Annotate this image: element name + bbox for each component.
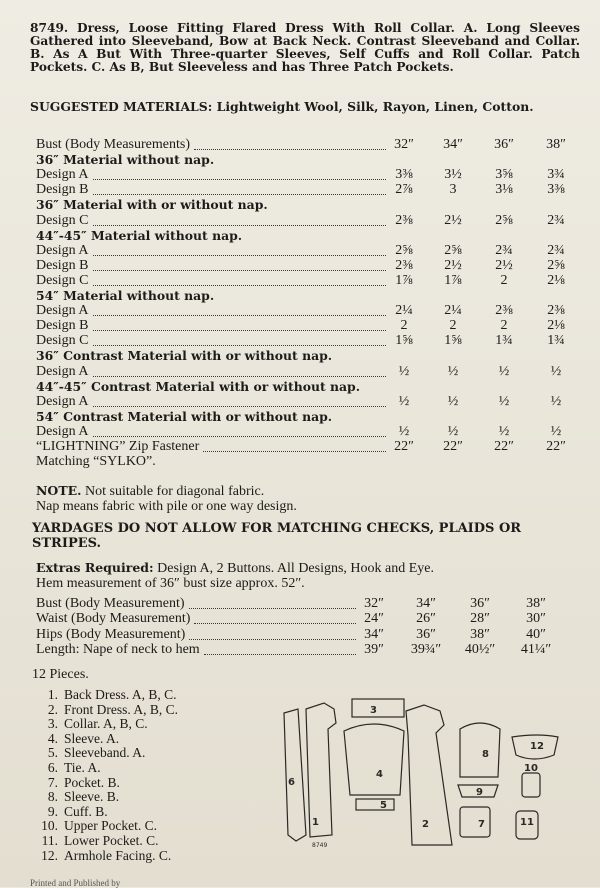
piece-item	[32, 848, 262, 863]
label-piece-3: 3	[370, 705, 377, 716]
yardage-label: Design C	[36, 272, 89, 288]
yardage-value: 3⅜	[547, 182, 565, 198]
yardage-value: 3	[449, 182, 457, 198]
yardage-label: Design B	[36, 182, 89, 198]
piece-number: 12.	[41, 847, 58, 863]
piece-name: Cuff. B.	[64, 803, 108, 819]
piece-number: 9.	[47, 803, 58, 819]
yardage-value: 2¼	[444, 303, 462, 319]
yardage-value: ½	[447, 363, 459, 379]
piece-item	[32, 833, 262, 848]
yardage-row	[36, 303, 576, 318]
yardage-label: 36″ Material without nap.	[36, 152, 215, 168]
footer-text: Printed and Published by	[30, 878, 121, 888]
piece-number: 10.	[41, 818, 58, 834]
leader-dots	[189, 631, 356, 640]
label-piece-10: 10	[524, 763, 538, 774]
yardage-section-heading	[36, 409, 576, 424]
piece-item	[32, 745, 262, 760]
piece-back-dress-shape	[306, 703, 336, 837]
yardage-section-heading	[36, 379, 576, 394]
leader-dots	[203, 443, 386, 452]
piece-name: Tie. A.	[64, 760, 101, 775]
leader-dots	[93, 428, 386, 437]
label-piece-11: 11	[520, 817, 534, 828]
measurement-value: 40″	[526, 626, 546, 642]
piece-number: 4.	[47, 730, 58, 746]
measurement-value: 36″	[470, 596, 490, 611]
note-text: Not suitable for diagonal fabric.	[85, 484, 265, 499]
piece-name: Pocket. B.	[64, 774, 120, 790]
piece-number: 1.	[47, 687, 58, 702]
yardage-label: 54″ Contrast Material with or without nap.	[36, 408, 333, 424]
leader-dots	[93, 307, 386, 316]
yardage-row	[36, 439, 576, 454]
yardage-value: 3¾	[547, 167, 565, 183]
measurement-value: 38″	[526, 596, 546, 611]
piece-name: Front Dress. A, B, C.	[64, 701, 179, 717]
yardage-value: 2	[449, 318, 457, 334]
piece-sleeve-a-shape	[344, 724, 404, 795]
leader-dots	[93, 262, 386, 271]
yardage-value: 22″	[494, 439, 514, 454]
measurement-value: 40½″	[464, 641, 496, 657]
leader-dots	[194, 615, 356, 624]
yardage-value: 1⅝	[444, 333, 462, 349]
piece-item	[32, 760, 262, 775]
yardage-value: 2⅝	[495, 212, 513, 228]
yardage-value: 2⅞	[395, 182, 413, 198]
label-piece-8: 8	[482, 749, 489, 760]
piece-item	[32, 687, 262, 702]
measurement-label: Hips (Body Measurement)	[36, 626, 186, 642]
leader-dots	[93, 277, 386, 286]
yardage-row	[36, 454, 576, 469]
yardage-value: ½	[447, 423, 459, 439]
piece-item	[32, 716, 262, 731]
yardage-label: Design A	[36, 167, 89, 183]
measurement-value: 39″	[364, 641, 384, 657]
piece-item	[32, 789, 262, 804]
yardage-row	[36, 424, 576, 439]
yardage-label: Design B	[36, 257, 89, 273]
piece-number: 5.	[47, 745, 58, 761]
yardage-label: Bust (Body Measurements)	[36, 137, 190, 152]
piece-name: Sleeve. B.	[64, 789, 120, 805]
piece-number: 3.	[47, 716, 58, 732]
yardage-value: 2	[400, 318, 408, 334]
yardage-label: Design B	[36, 318, 89, 334]
yardage-value: 2½	[444, 212, 462, 228]
yardage-value: 1¾	[547, 333, 565, 349]
label-piece-2: 2	[422, 819, 429, 830]
measurement-value: 39¾″	[410, 641, 442, 657]
yardage-row	[36, 364, 576, 379]
yardage-label: “LIGHTNING” Zip Fastener	[36, 439, 200, 454]
extras-required	[36, 560, 576, 591]
yardage-label: 44″-45″ Material without nap.	[36, 227, 243, 243]
yardage-value: ½	[398, 423, 410, 439]
measurement-row	[36, 596, 576, 611]
yardage-row	[36, 273, 576, 288]
yardage-row	[36, 394, 576, 409]
yardage-value: 2⅜	[395, 212, 413, 228]
measurement-value: 38″	[470, 626, 490, 642]
yardage-value: 36″	[494, 137, 514, 152]
leader-dots	[93, 217, 386, 226]
measurement-value: 36″	[416, 626, 436, 642]
yardage-label: Design C	[36, 212, 89, 228]
yardage-value: 1⅞	[444, 272, 462, 288]
piece-name: Sleeve. A.	[64, 730, 120, 746]
yardage-value: ½	[550, 423, 562, 439]
yardage-value: 2	[500, 272, 508, 288]
suggested-materials: SUGGESTED MATERIALS: Lightweight Wool, Silk, Rayon, Linen, Cotton.	[30, 99, 534, 114]
leader-dots	[189, 600, 356, 609]
yardage-label: Design A	[36, 363, 89, 379]
yardage-value: ½	[447, 393, 459, 409]
yardage-label: Design A	[36, 393, 89, 409]
yardage-value: 22″	[443, 439, 463, 454]
yardage-value: 2⅝	[395, 242, 413, 258]
piece-number: 6.	[47, 760, 58, 775]
piece-number: 7.	[47, 774, 58, 790]
measurement-value: 34″	[416, 596, 436, 611]
yardage-value: 2¾	[547, 212, 565, 228]
piece-name: Lower Pocket. C.	[64, 833, 159, 848]
piece-collar-shape	[352, 699, 404, 717]
measurement-label: Waist (Body Measurement)	[36, 611, 191, 627]
note-label: NOTE.	[36, 483, 82, 498]
yardage-value: 34″	[443, 137, 463, 152]
measurement-row	[36, 627, 576, 642]
measurement-value: 32″	[364, 596, 384, 611]
label-piece-12: 12	[530, 741, 544, 752]
piece-tie-shape	[284, 709, 306, 841]
yardage-value: 2⅜	[495, 303, 513, 319]
yardage-value: 2⅝	[547, 257, 565, 273]
pattern-pieces-diagram	[276, 695, 576, 851]
yardage-value: ½	[498, 393, 510, 409]
yardage-value: 38″	[546, 137, 566, 152]
yardage-section-heading	[36, 197, 576, 212]
piece-number: 2.	[47, 701, 58, 717]
piece-item	[32, 731, 262, 746]
yardage-row	[36, 213, 576, 228]
piece-name: Sleeveband. A.	[64, 745, 146, 761]
yardage-label: 36″ Contrast Material with or without nap.	[36, 348, 333, 364]
yardage-value: 2¼	[395, 303, 413, 319]
yardage-value: 2⅛	[547, 318, 565, 334]
pieces-title: 12 Pieces.	[32, 667, 89, 682]
piece-number: 8.	[47, 789, 58, 805]
label-piece-9: 9	[476, 787, 483, 798]
piece-name: Collar. A, B, C.	[64, 716, 148, 732]
piece-sleeveband-shape	[356, 799, 394, 810]
yardage-value: 2½	[444, 257, 462, 273]
piece-item	[32, 804, 262, 819]
yardage-value: 22″	[394, 439, 414, 454]
piece-upper-pocket-shape	[522, 773, 540, 797]
measurement-row	[36, 642, 576, 657]
extras-text: Design A, 2 Buttons. All Designs, Hook and Eye.	[157, 561, 435, 576]
yardage-value: ½	[550, 363, 562, 379]
piece-name: Upper Pocket. C.	[64, 818, 157, 834]
yardage-value: 2⅜	[395, 257, 413, 273]
pattern-description: 8749. Dress, Loose Fitting Flared Dress With Roll Collar. A. Long Sleeves Gathered into Sleeveband, Bow at Back Neck. Contrast Sleeveband and Collar. B. As A But With Three-quarter Sleeves, Self Cuffs and Roll Collar. Patch Pockets. C. As B, But Sleeveless and has Three Patch Pockets.	[30, 21, 580, 74]
piece-front-dress-shape	[406, 705, 452, 845]
piece-name: Back Dress. A, B, C.	[64, 687, 177, 702]
yardage-label: 44″-45″ Contrast Material with or without nap.	[36, 378, 361, 394]
note	[36, 483, 576, 514]
yardage-value: 1⅞	[395, 272, 413, 288]
piece-item	[32, 702, 262, 717]
measurement-label: Bust (Body Measurement)	[36, 596, 185, 611]
leader-dots	[93, 398, 386, 407]
yardage-value: 3⅜	[395, 167, 413, 183]
leader-dots	[93, 247, 386, 256]
yardage-value: ½	[398, 363, 410, 379]
yardage-value: 2⅝	[444, 242, 462, 258]
yardage-row	[36, 243, 576, 258]
label-piece-6: 6	[288, 777, 295, 788]
yardage-section-heading	[36, 288, 576, 303]
yardage-label: 36″ Material with or without nap.	[36, 197, 268, 213]
yardage-value: 2⅛	[547, 272, 565, 288]
leader-dots	[93, 171, 386, 180]
yardage-warning: YARDAGES DO NOT ALLOW FOR MATCHING CHECKS, PLAIDS OR STRIPES.	[32, 521, 522, 551]
yardage-value: ½	[550, 393, 562, 409]
measurement-label: Length: Nape of neck to hem	[36, 641, 200, 657]
yardage-value: 2¾	[547, 242, 565, 258]
yardage-label: Matching “SYLKO”.	[36, 454, 156, 470]
yardage-value: 3½	[444, 167, 462, 183]
diagram-code: 8749	[312, 842, 328, 849]
yardage-value: 2⅜	[547, 303, 565, 319]
yardage-label: Design A	[36, 242, 89, 258]
yardage-label: Design A	[36, 423, 89, 439]
leader-dots	[93, 322, 386, 331]
label-piece-7: 7	[478, 819, 485, 830]
yardage-label: Design A	[36, 303, 89, 319]
yardage-value: 3⅝	[495, 167, 513, 183]
yardage-value: ½	[398, 393, 410, 409]
yardage-row	[36, 318, 576, 333]
leader-dots	[93, 186, 386, 195]
label-piece-4: 4	[376, 769, 383, 780]
piece-number: 11.	[41, 833, 58, 848]
measurement-value: 41¼″	[520, 641, 552, 657]
yardage-section-heading	[36, 228, 576, 243]
measurement-value: 24″	[364, 611, 384, 627]
measurement-row	[36, 611, 576, 626]
extras-label: Extras Required:	[36, 560, 154, 575]
label-piece-1: 1	[312, 817, 319, 828]
leader-dots	[204, 646, 356, 655]
yardage-value: 2	[500, 318, 508, 334]
leader-dots	[194, 141, 386, 150]
yardage-value: 1¾	[495, 333, 513, 349]
yardage-bust-row	[36, 137, 576, 152]
measurement-value: 34″	[364, 626, 384, 642]
measurement-value: 30″	[526, 611, 546, 627]
leader-dots	[93, 337, 386, 346]
measurement-value: 28″	[470, 611, 490, 627]
piece-name: Armhole Facing. C.	[64, 847, 172, 863]
piece-item	[32, 775, 262, 790]
note-nap: Nap means fabric with pile or one way design.	[36, 499, 297, 514]
yardage-row	[36, 182, 576, 197]
yardage-section-heading	[36, 152, 576, 167]
yardage-value: ½	[498, 363, 510, 379]
hem-measurement: Hem measurement of 36″ bust size approx. 52″.	[36, 576, 305, 591]
measurement-value: 26″	[416, 611, 436, 627]
yardage-value: 2½	[495, 257, 513, 273]
yardage-value: 32″	[394, 137, 414, 152]
yardage-row	[36, 167, 576, 182]
piece-pocket-shape	[460, 807, 490, 837]
yardage-label: Design C	[36, 333, 89, 349]
leader-dots	[93, 368, 386, 377]
yardage-value: 2¾	[495, 242, 513, 258]
piece-sleeve-b-shape	[460, 723, 500, 777]
piece-item	[32, 818, 262, 833]
yardage-row	[36, 258, 576, 273]
yardage-value: 22″	[546, 439, 566, 454]
yardage-row	[36, 333, 576, 348]
yardage-label: 54″ Material without nap.	[36, 288, 215, 303]
yardage-value: 1⅝	[395, 333, 413, 349]
yardage-value: ½	[498, 423, 510, 439]
yardage-section-heading	[36, 348, 576, 363]
label-piece-5: 5	[380, 800, 387, 811]
yardage-value: 3⅛	[495, 182, 513, 198]
